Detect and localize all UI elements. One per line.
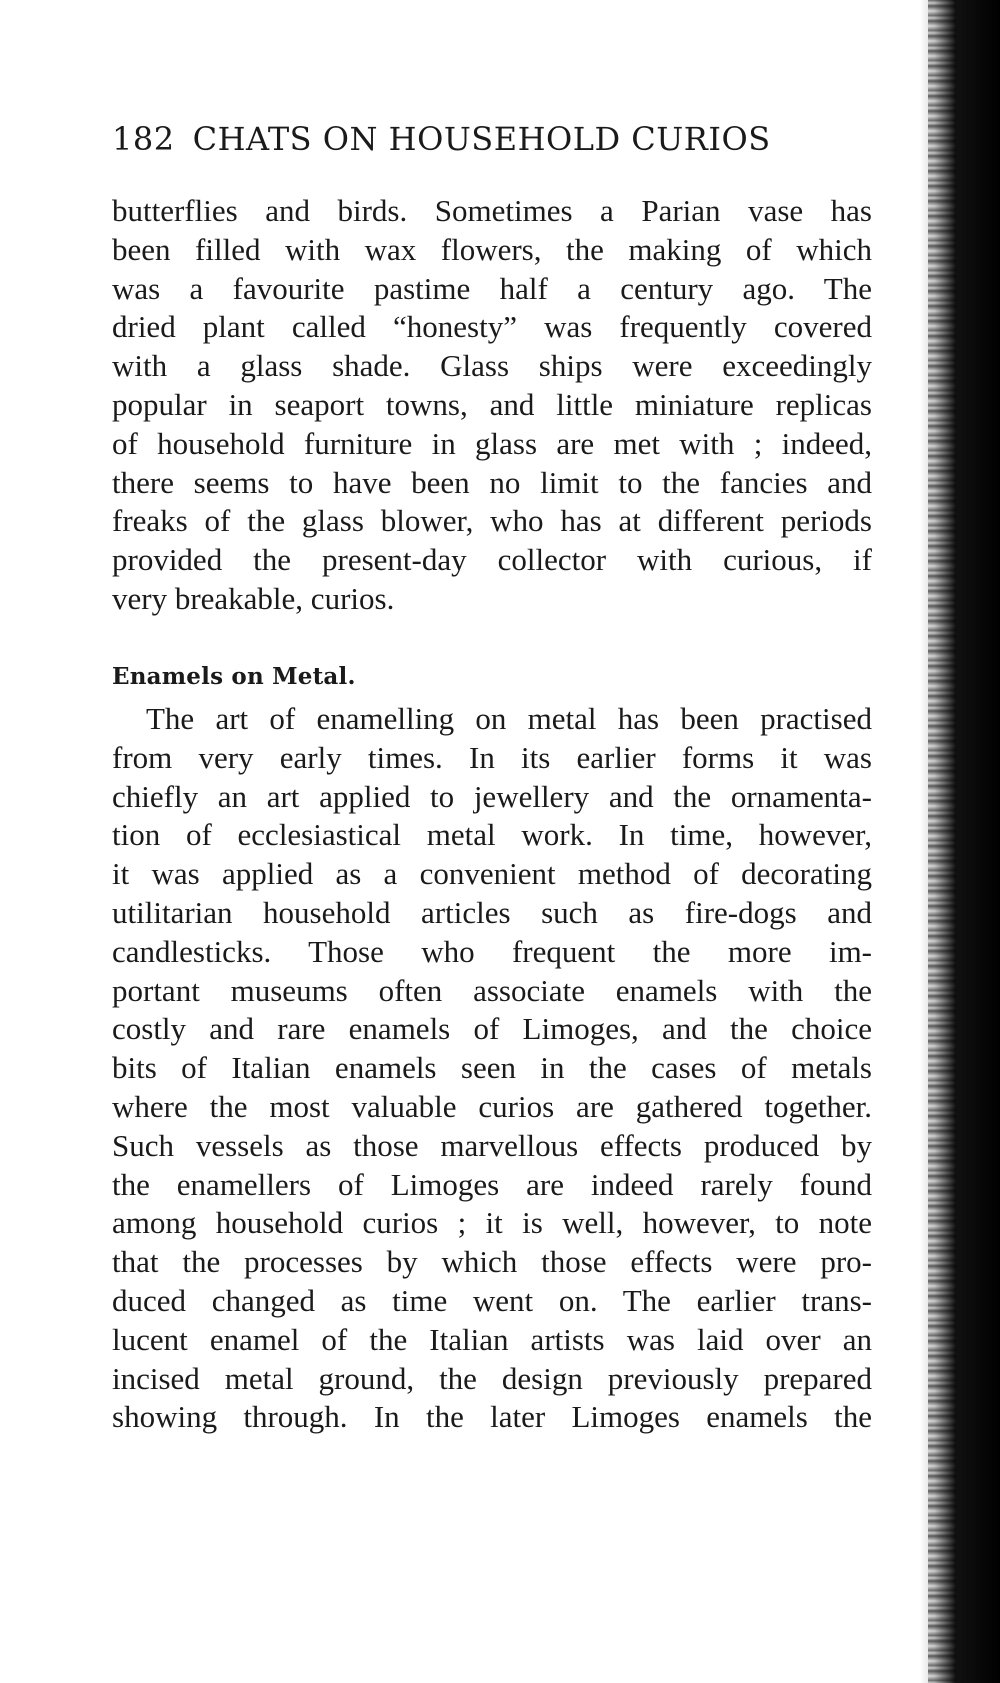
text-line: among household curios ; it is well, however, to note (112, 1205, 872, 1241)
text-line: tion of ecclesiastical metal work. In time, however, (112, 817, 872, 853)
text-line: incised metal ground, the design previously prepared (112, 1360, 872, 1396)
running-head (112, 120, 872, 158)
text-line: lucent enamel of the Italian artists was laid over an (112, 1321, 872, 1357)
text-line: from very early times. In its earlier forms it was (112, 739, 872, 775)
text-line: with a glass shade. Glass ships were exceedingly (112, 348, 872, 384)
text-line: portant museums often associate enamels with the (112, 972, 872, 1008)
text-line: butterflies and birds. Sometimes a Parian vase has (112, 193, 872, 228)
text-line: very breakable, curios. (112, 580, 395, 616)
text-line: The art of enamelling on metal has been practised (146, 701, 872, 736)
text-line: provided the present-day collector with curious, if (112, 542, 872, 578)
text-line: been filled with wax flowers, the making of which (112, 231, 872, 267)
text-line: dried plant called “honesty” was frequently covered (112, 309, 872, 345)
paragraph-glass-curios (112, 192, 872, 619)
text-line: that the processes by which those effects were pro- (112, 1244, 872, 1280)
text-line: where the most valuable curios are gathered together. (112, 1088, 872, 1124)
text-line: utilitarian household articles such as fire-dogs and (112, 894, 872, 930)
text-line: was a favourite pastime half a century ago. The (112, 270, 872, 306)
running-title: CHATS ON HOUSEHOLD CURIOS (192, 120, 771, 158)
text-line: costly and rare enamels of Limoges, and the choice (112, 1011, 872, 1047)
text-line: duced changed as time went on. The earlier trans- (112, 1282, 872, 1318)
text-line: there seems to have been no limit to the fancies and (112, 464, 872, 500)
paragraph-enamels (112, 700, 872, 1437)
section-heading: Enamels on Metal. (112, 663, 356, 690)
text-line: the enamellers of Limoges are indeed rarely found (112, 1166, 872, 1202)
text-line: it was applied as a convenient method of decorating (112, 856, 872, 892)
text-line: Such vessels as those marvellous effects produced by (112, 1127, 872, 1163)
text-line: candlesticks. Those who frequent the more im- (112, 933, 872, 969)
text-line: freaks of the glass blower, who has at different periods (112, 503, 872, 539)
text-line: of household furniture in glass are met with ; indeed, (112, 425, 872, 461)
text-line: bits of Italian enamels seen in the cases of metals (112, 1050, 872, 1086)
text-line: chiefly an art applied to jewellery and the ornamenta- (112, 778, 872, 814)
scanner-edge-shadow (920, 0, 1000, 1683)
text-line: popular in seaport towns, and little miniature replicas (112, 386, 872, 422)
page-number: 182 (112, 120, 175, 158)
text-line: showing through. In the later Limoges enamels the (112, 1399, 872, 1435)
